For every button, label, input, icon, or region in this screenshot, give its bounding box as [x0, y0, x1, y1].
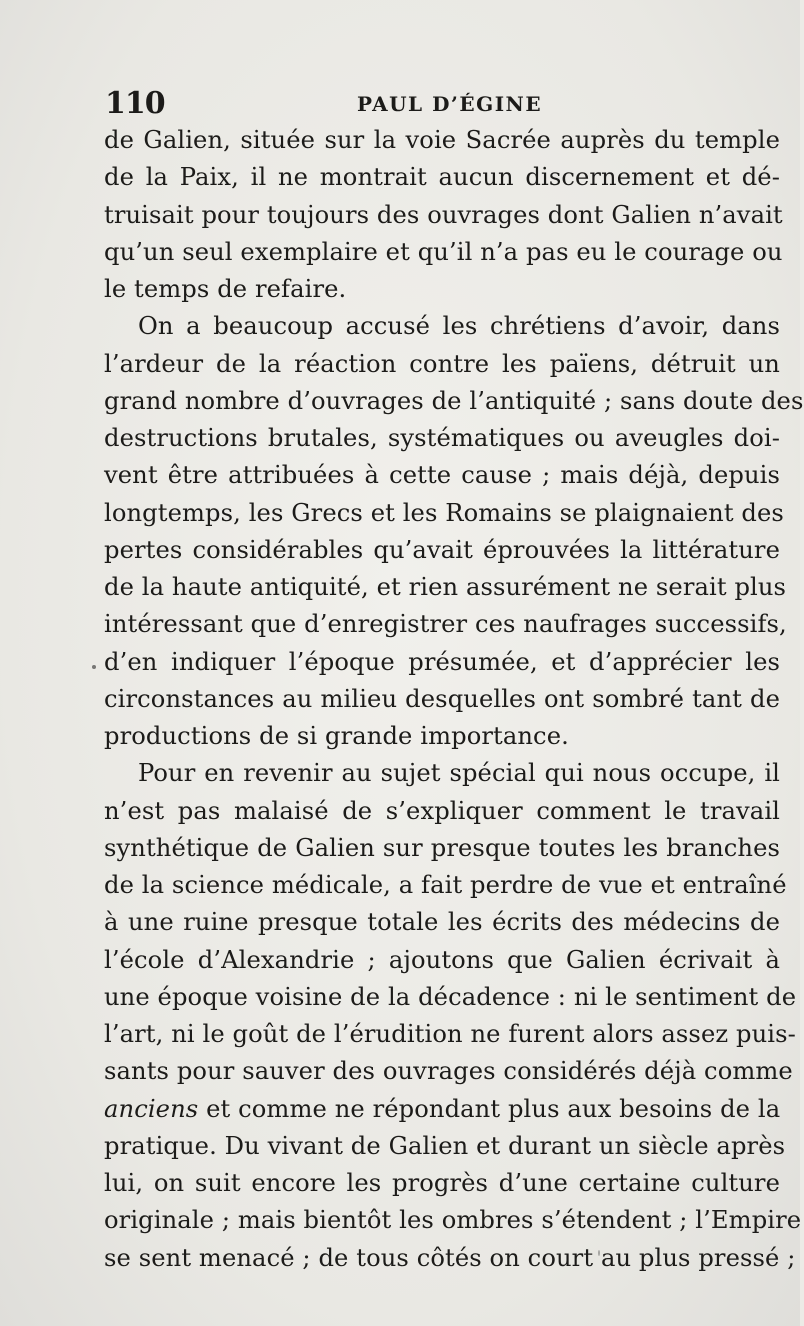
text-line: destructions brutales, systématiques ou aveugles doi- — [104, 424, 780, 452]
text-line: l’ardeur de la réaction contre les païens, détruit un — [104, 349, 780, 378]
text-line: une époque voisine de la décadence : ni le sentiment de — [104, 982, 797, 1011]
italic-word: anciens — [104, 1094, 199, 1123]
text-line: pratique. Du vivant de Galien et durant un siècle après — [104, 1131, 786, 1160]
text-line: productions de si grande importance. — [104, 722, 569, 750]
text-line: se sent menacé ; de tous côtés on court au plus pressé ; — [104, 1243, 796, 1272]
ink-speck — [92, 665, 96, 669]
text-line: vent être attribuées à cette cause ; mais déjà, depuis — [104, 461, 780, 490]
text-line-with-italic — [104, 1091, 780, 1128]
text-line: de Galien, située sur la voie Sacrée auprès du temple — [104, 126, 780, 154]
text-line: truisait pour toujours des ouvrages dont Galien n’avait — [104, 200, 783, 229]
text-line: n’est pas malaisé de s’expliquer comment le travail — [104, 796, 780, 825]
text-line: Pour en revenir au sujet spécial qui nous occupe, il — [138, 759, 780, 788]
text-line: l’école d’Alexandrie ; ajoutons que Galien écrivait à — [104, 945, 780, 974]
body-text — [104, 122, 804, 1272]
text-line: grand nombre d’ouvrages de l’antiquité ; sans doute des — [104, 386, 804, 415]
page-number: 110 — [105, 86, 165, 121]
text-line: synthétique de Galien sur presque toutes les branches — [104, 833, 780, 862]
ink-speck — [598, 1250, 600, 1256]
text-line: qu’un seul exemplaire et qu’il n’a pas eu le courage ou — [104, 237, 783, 266]
text-line: à une ruine presque totale les écrits des médecins de — [104, 908, 780, 937]
text-line: circonstances au milieu desquelles ont sombré tant de — [104, 684, 780, 713]
text-line: On a beaucoup accusé les chrétiens d’avoir, dans — [138, 312, 780, 341]
text-line: pertes considérables qu’avait éprouvées la littérature — [104, 535, 780, 564]
text-line: lui, on suit encore les progrès d’une certaine culture — [104, 1169, 780, 1197]
text-line: longtemps, les Grecs et les Romains se plaignaient des — [104, 498, 784, 527]
text-line-rest: et comme ne répondant plus aux besoins de la — [206, 1094, 781, 1123]
running-head: PAUL D’ÉGINE — [357, 92, 543, 116]
text-line: de la science médicale, a fait perdre de vue et entraîné — [104, 871, 787, 899]
text-line: de la Paix, il ne montrait aucun discernement et dé- — [104, 163, 780, 192]
text-line: de la haute antiquité, et rien assurément ne serait plus — [104, 573, 787, 601]
page-header — [105, 86, 760, 120]
text-line: intéressant que d’enregistrer ces naufrages successifs, — [104, 610, 787, 639]
text-line: le temps de refaire. — [104, 275, 347, 303]
text-line: d’en indiquer l’époque présumée, et d’apprécier les — [104, 647, 780, 676]
text-line: sants pour sauver des ouvrages considérés déjà comme — [104, 1057, 793, 1086]
text-line: l’art, ni le goût de l’érudition ne furent alors assez puis- — [104, 1020, 796, 1048]
text-line: originale ; mais bientôt les ombres s’étendent ; l’Empire — [104, 1206, 802, 1235]
